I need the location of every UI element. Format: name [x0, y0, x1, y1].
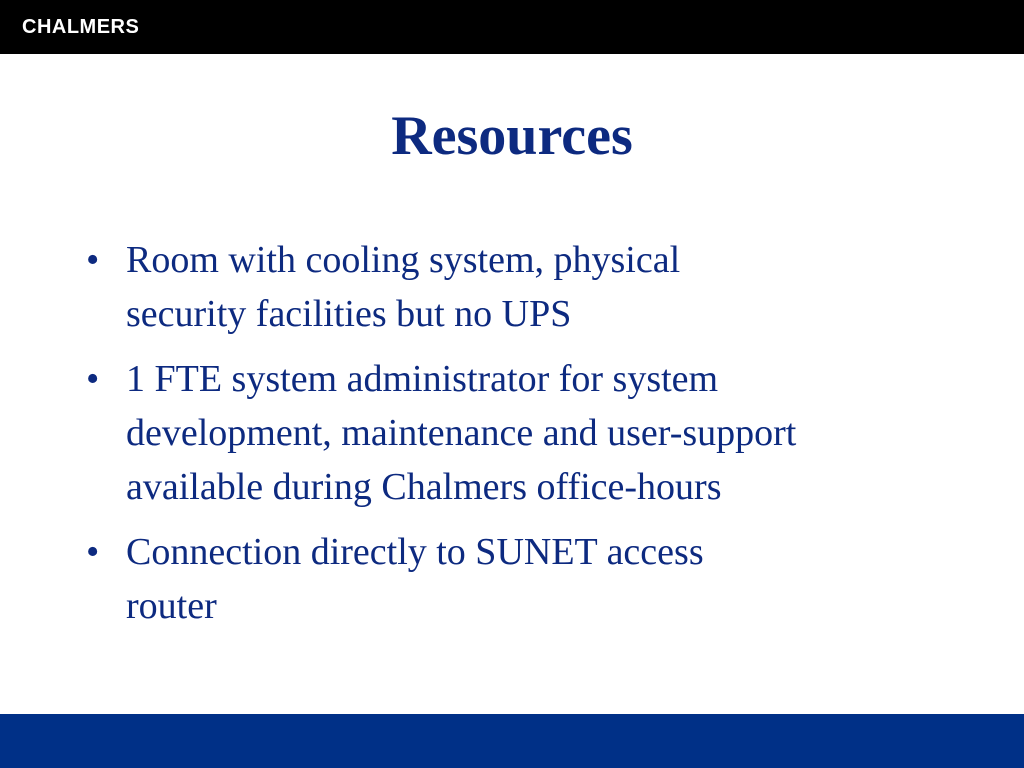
- bullet-item-administrator: [86, 352, 966, 514]
- bullet-text-line: available during Chalmers office-hours: [126, 466, 722, 508]
- bullet-text-line: development, maintenance and user-support: [126, 412, 797, 454]
- bullet-text-line: Connection directly to SUNET access: [126, 531, 704, 573]
- bullet-icon: •: [86, 239, 100, 281]
- slide-title: Resources: [391, 105, 633, 167]
- bullet-text-line: router: [126, 585, 217, 627]
- bullet-item-connection: [86, 525, 966, 633]
- bullet-icon: •: [86, 531, 100, 573]
- header-bar: [0, 0, 1024, 54]
- bullet-list: [86, 233, 966, 644]
- bullet-text-line: security facilities but no UPS: [126, 293, 572, 335]
- bullet-text-line: Room with cooling system, physical: [126, 239, 681, 281]
- footer-bar: [0, 714, 1024, 768]
- bullet-item-cooling: [86, 233, 966, 341]
- chalmers-logo: CHALMERS: [22, 16, 140, 38]
- bullet-icon: •: [86, 358, 100, 400]
- bullet-text-line: 1 FTE system administrator for system: [126, 358, 719, 400]
